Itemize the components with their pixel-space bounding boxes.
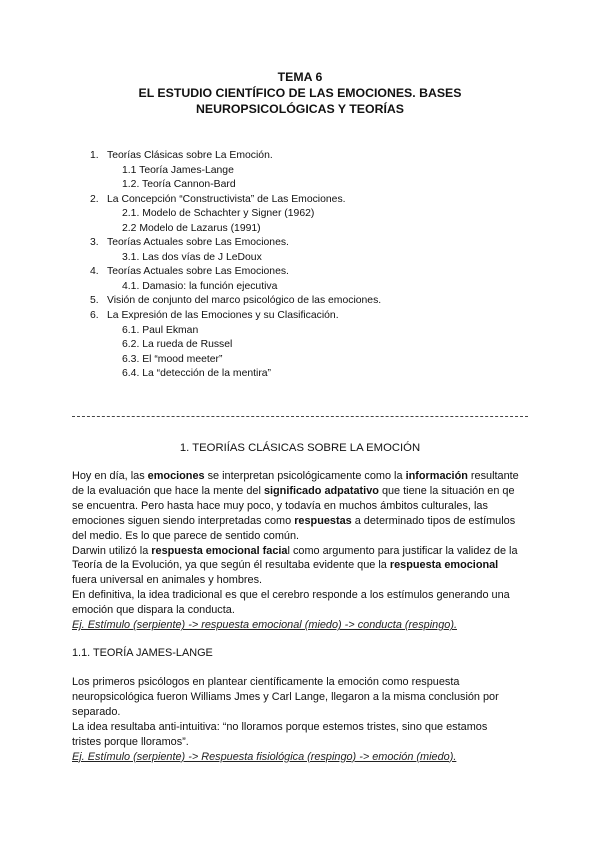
example-line: Ej. Estímulo (serpiente) -> respuesta emocional (miedo) -> conducta (respingo). bbox=[72, 619, 457, 632]
toc-item: 5. Visión de conjunto del marco psicológico de las emociones. bbox=[90, 295, 382, 307]
paragraph-line: La idea resultaba anti-intuitiva: “no lloramos porque estemos tristes, sino que estamos bbox=[72, 720, 488, 733]
table-of-contents bbox=[90, 149, 560, 382]
toc-subitem: 6.3. El “mood meeter” bbox=[122, 353, 223, 365]
toc-subitem: 3.1. Las dos vías de J LeDoux bbox=[122, 251, 262, 263]
paragraph-line: tristes porque lloramos”. bbox=[72, 735, 189, 748]
paragraph-line: emociones siguen siendo interpretadas como respuestas a determinado tipos de estímulos bbox=[72, 514, 516, 527]
title-line-1: TEMA 6 bbox=[277, 70, 323, 84]
toc-item: 1. Teorías Clásicas sobre La Emoción. bbox=[90, 150, 273, 161]
paragraph-line: de la evaluación que hace la mente del significado adpatativo que tiene la situación en qe bbox=[72, 484, 515, 497]
toc-item: 2. La Concepción “Constructivista” de Las Emociones. bbox=[90, 193, 346, 205]
toc-subitem: 6.1. Paul Ekman bbox=[122, 324, 199, 336]
paragraph-line: Los primeros psicólogos en plantear científicamente la emoción como respuesta bbox=[72, 676, 460, 688]
example-line: Ej. Estímulo (serpiente) -> Respuesta fisiológica (respingo) -> emoción (miedo). bbox=[72, 750, 457, 763]
toc-subitem: 2.1. Modelo de Schachter y Signer (1962) bbox=[122, 208, 315, 220]
paragraph-line: neuropsicológica fueron Williams Jmes y Carl Lange, llegaron a la misma conclusión por bbox=[72, 690, 499, 703]
toc-subitem: 4.1. Damasio: la función ejecutiva bbox=[122, 280, 278, 292]
toc-subitem: 1.2. Teoría Cannon-Bard bbox=[122, 179, 236, 191]
paragraph-line: fuera universal en animales y hombres. bbox=[72, 574, 263, 587]
toc-item: 4. Teorías Actuales sobre Las Emociones. bbox=[90, 266, 289, 278]
document-title bbox=[0, 69, 600, 117]
paragraph-line: Darwin utilizó la respuesta emocional facial como argumento para justificar la validez de la bbox=[72, 544, 518, 557]
section-1-1-body bbox=[72, 675, 532, 764]
section-1-body bbox=[72, 469, 532, 633]
toc-item: 3. Teorías Actuales sobre Las Emociones. bbox=[90, 237, 289, 249]
paragraph-line: Hoy en día, las emociones se interpretan psicológicamente como la información resultante bbox=[72, 470, 519, 482]
section-1-heading: 1. TEORIÍAS CLÁSICAS SOBRE LA EMOCIÓN bbox=[179, 442, 421, 454]
paragraph-line: En definitiva, la idea tradicional es que el cerebro responde a los estímulos generando una bbox=[72, 589, 510, 602]
title-line-2: EL ESTUDIO CIENTÍFICO DE LAS EMOCIONES. BASES bbox=[138, 86, 462, 100]
dashed-divider bbox=[72, 416, 528, 417]
paragraph-line: separado. bbox=[72, 705, 121, 718]
paragraph-line: se encuentra. Pero hasta hace muy poco, y todavía en muchos ámbitos culturales, las bbox=[72, 499, 488, 512]
paragraph-line: del medio. Es lo que parece de sentido común. bbox=[72, 529, 300, 542]
toc-item: 6. La Expresión de las Emociones y su Clasificación. bbox=[90, 310, 339, 322]
paragraph-line: Teoría de la Evolución, ya que según él resultaba evidente que la respuesta emocional bbox=[72, 559, 499, 572]
toc-subitem: 6.2. La rueda de Russel bbox=[122, 339, 233, 351]
toc-subitem: 6.4. La “detección de la mentira” bbox=[122, 368, 272, 380]
toc-subitem: 1.1 Teoría James-Lange bbox=[122, 164, 234, 176]
title-line-3: NEUROPSICOLÓGICAS Y TEORÍAS bbox=[196, 102, 404, 116]
section-1-1-heading: 1.1. TEORÍA JAMES-LANGE bbox=[72, 647, 213, 659]
toc-subitem: 2.2 Modelo de Lazarus (1991) bbox=[122, 222, 261, 234]
paragraph-line: emoción que dispara la conducta. bbox=[72, 604, 235, 617]
